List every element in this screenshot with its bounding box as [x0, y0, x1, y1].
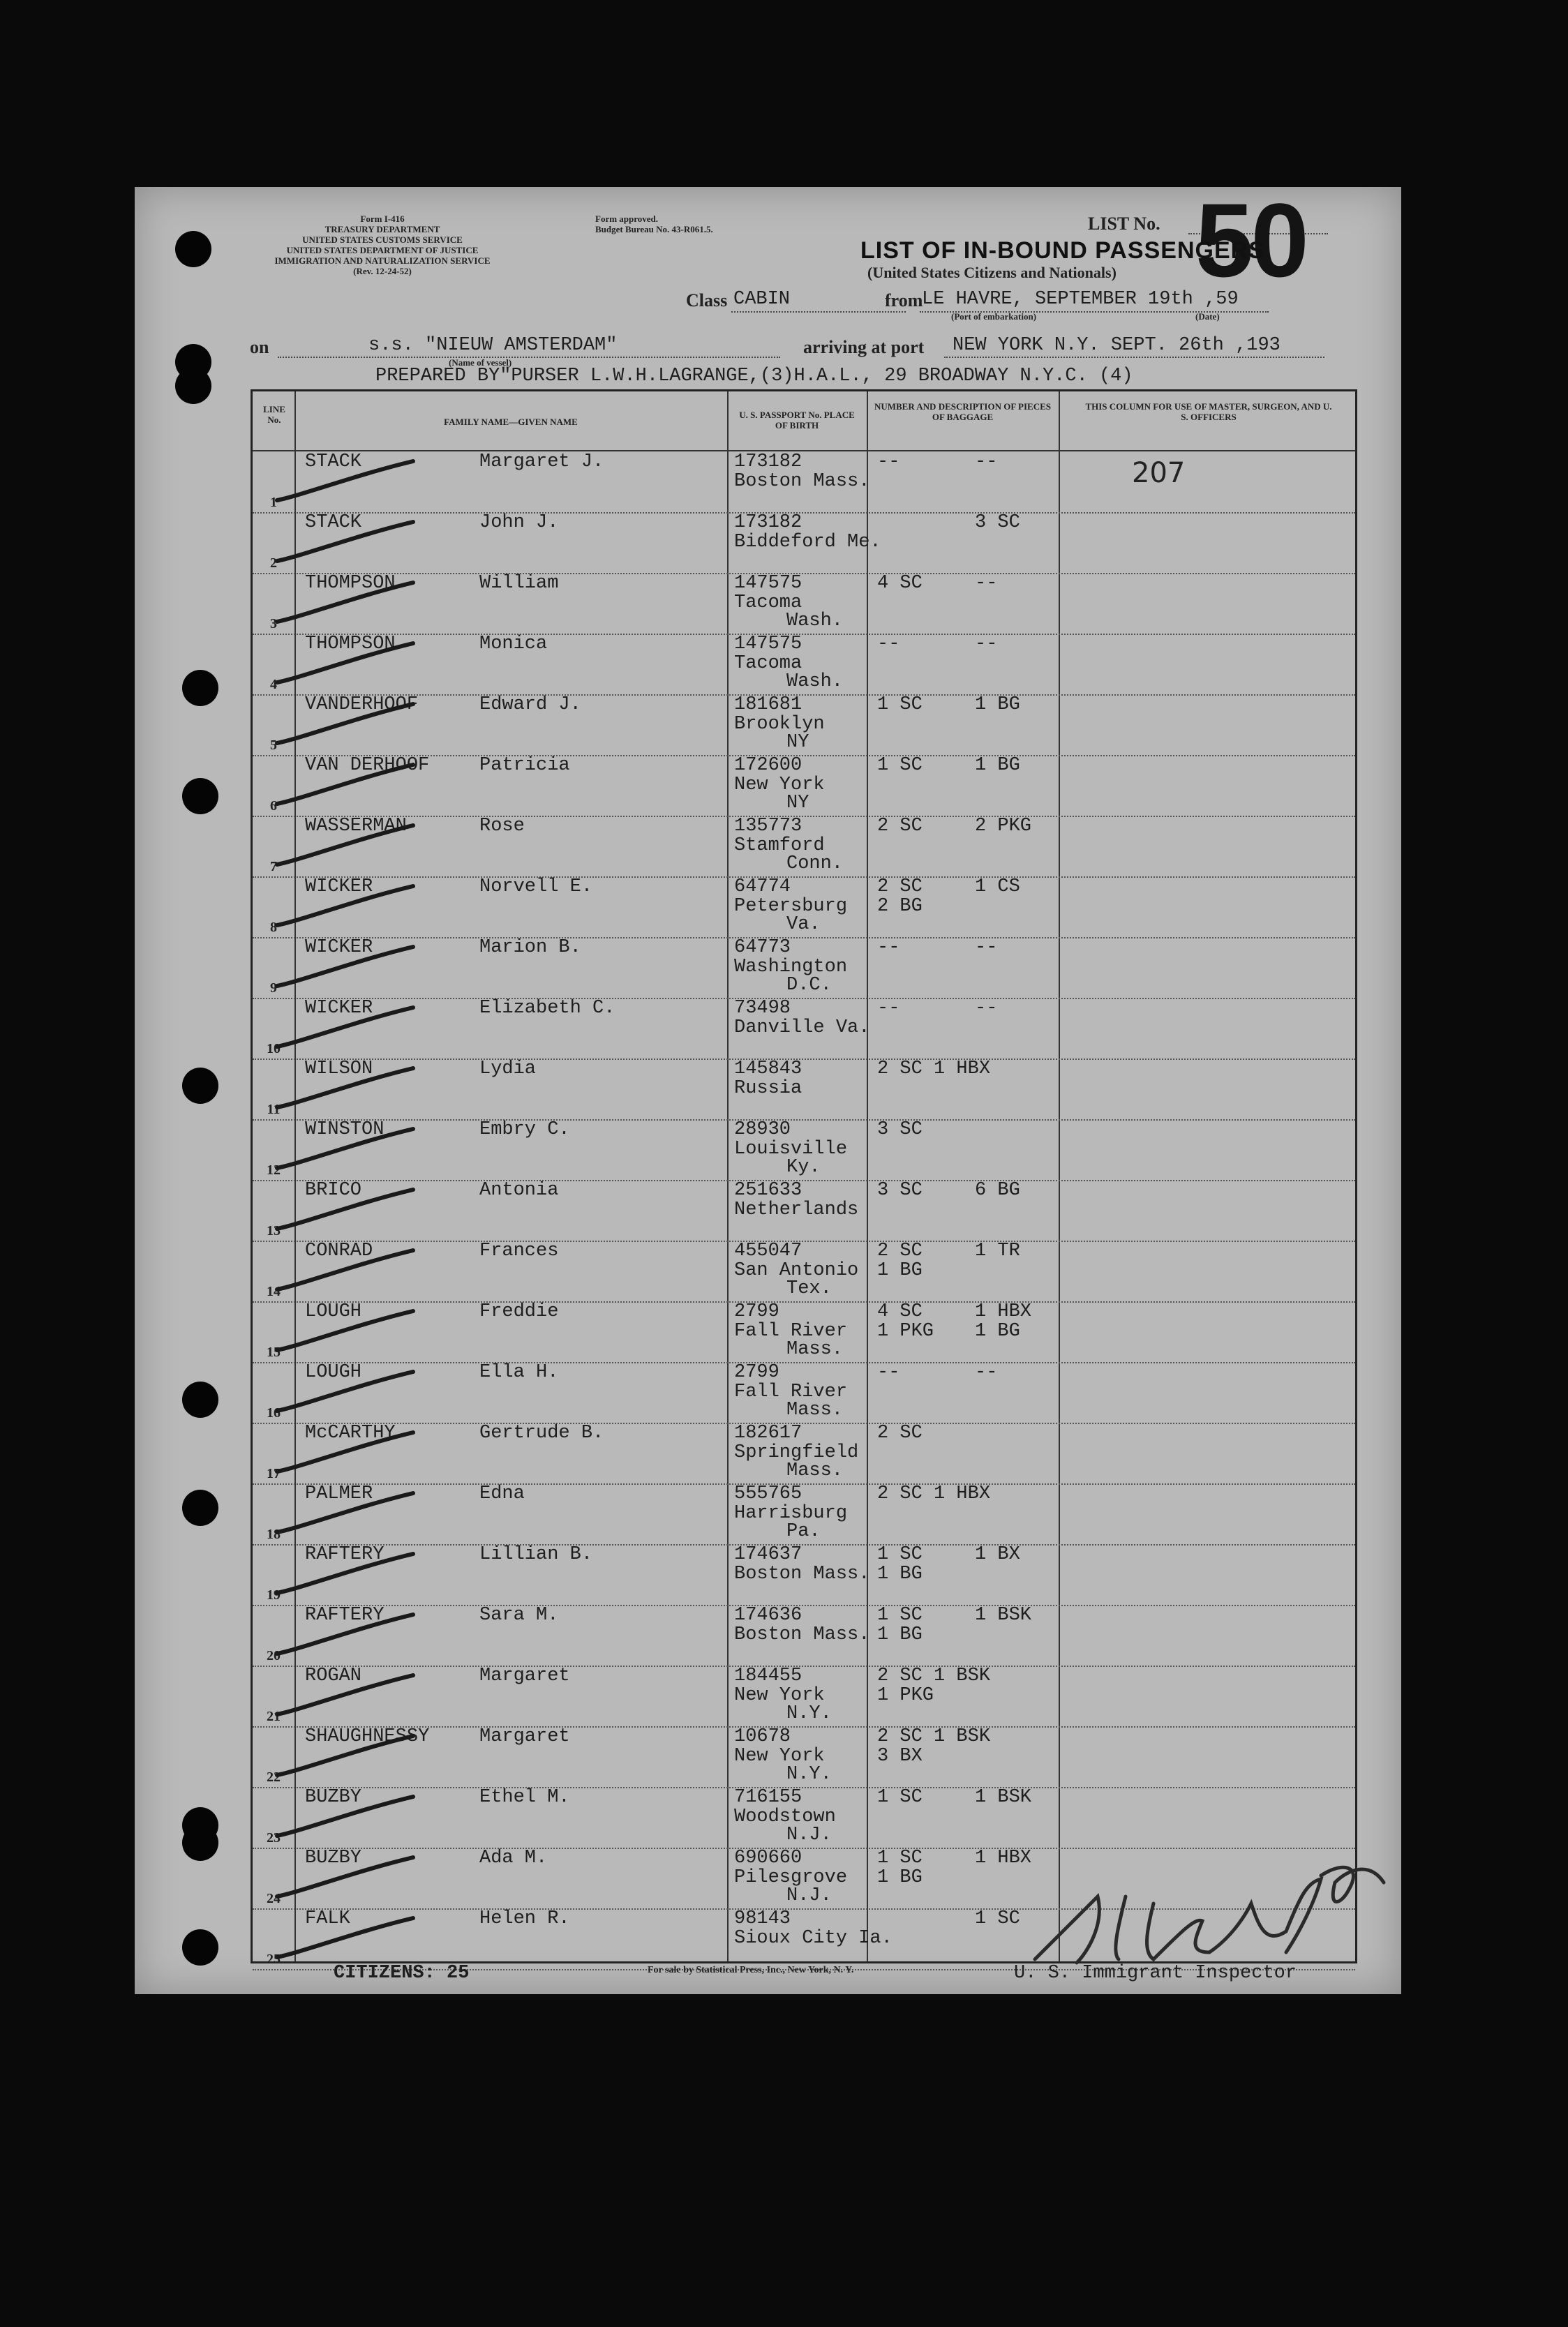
line-number: 10 — [267, 1041, 281, 1056]
baggage-count: 2 SC 1 HBX — [877, 1058, 991, 1079]
given-name: Lydia — [479, 1058, 537, 1079]
passport-number: 181681 — [734, 694, 802, 715]
baggage-desc: 1 HBX — [975, 1848, 1032, 1869]
arriving-value: NEW YORK N.Y. SEPT. 26th ,193 — [953, 335, 1280, 356]
line-number: 12 — [267, 1162, 281, 1178]
baggage-desc: 1 HBX — [975, 1301, 1032, 1322]
line-number: 11 — [267, 1102, 281, 1117]
family-name: VANDERHOOF — [305, 694, 419, 715]
table-row — [253, 1301, 1355, 1363]
place-of-birth: Biddeford Me. — [734, 532, 881, 553]
passport-number: 64773 — [734, 937, 791, 958]
place-of-birth: Springfield — [734, 1442, 859, 1463]
place-of-birth-state: Wash. — [786, 671, 844, 692]
given-name: Sara M. — [479, 1605, 559, 1626]
family-name: WASSERMAN — [305, 816, 407, 837]
passport-number: 10678 — [734, 1726, 791, 1747]
place-of-birth-state: D.C. — [786, 975, 832, 996]
family-name: WILSON — [305, 1058, 373, 1079]
table-row — [253, 937, 1355, 999]
check-mark-icon — [274, 1307, 420, 1356]
check-mark-icon — [274, 1914, 420, 1963]
check-mark-icon — [274, 821, 420, 870]
binder-hole — [182, 1825, 218, 1861]
place-of-birth: Boston Mass. — [734, 471, 870, 492]
check-mark-icon — [274, 1550, 420, 1599]
place-of-birth: Pilesgrove — [734, 1867, 848, 1888]
passport-number: 174637 — [734, 1544, 802, 1565]
baggage-count: 2 SC — [877, 876, 923, 897]
place-of-birth-state: N.Y. — [786, 1703, 832, 1724]
vessel-line — [278, 357, 780, 358]
passport-number: 173182 — [734, 451, 802, 472]
passport-number: 182617 — [734, 1423, 802, 1444]
line-number: 2 — [270, 555, 277, 571]
place-of-birth-state: Wash. — [786, 611, 844, 631]
line-number: 20 — [267, 1648, 281, 1663]
place-of-birth: Boston Mass. — [734, 1564, 870, 1585]
table-row — [253, 573, 1355, 635]
check-mark-icon — [274, 1003, 420, 1052]
given-name: Antonia — [479, 1180, 559, 1201]
given-name: Freddie — [479, 1301, 559, 1322]
binder-hole — [182, 670, 218, 706]
place-of-birth: Petersburg — [734, 896, 848, 917]
baggage-count: 3 SC — [877, 1180, 923, 1201]
passport-number: 174636 — [734, 1605, 802, 1626]
given-name: Edna — [479, 1483, 525, 1504]
place-of-birth-state: N.J. — [786, 1825, 832, 1846]
place-of-birth: Stamford — [734, 835, 825, 856]
check-mark-icon — [274, 1671, 420, 1720]
form-title: LIST OF IN-BOUND PASSENGERS — [860, 237, 1265, 264]
baggage-desc: 6 BG — [975, 1180, 1020, 1201]
check-mark-icon — [274, 761, 420, 809]
passport-number: 147575 — [734, 634, 802, 654]
vessel-name: s.s. "NIEUW AMSTERDAM" — [368, 335, 618, 356]
family-name: BRICO — [305, 1180, 362, 1201]
binder-hole — [182, 1490, 218, 1526]
baggage-count-2: 2 BG — [877, 896, 923, 917]
table-row — [253, 634, 1355, 696]
table-row — [253, 755, 1355, 817]
place-of-birth-state: Tex. — [786, 1278, 832, 1299]
col-header-line: LINE No. — [263, 404, 285, 425]
prepared-by: PREPARED BY"PURSER L.W.H.LAGRANGE,(3)H.A.L., 29 BROADWAY N.Y.C. (4) — [375, 366, 1133, 387]
inspector-label: U. S. Immigrant Inspector — [1014, 1963, 1297, 1984]
passenger-table — [251, 389, 1357, 1967]
col-header-passport: U. S. PASSPORT No. PLACE OF BIRTH — [739, 410, 855, 431]
binder-hole — [175, 231, 211, 267]
arriving-label: arriving at port — [803, 337, 925, 357]
passport-number: 690660 — [734, 1848, 802, 1869]
check-mark-icon — [274, 1185, 420, 1234]
baggage-count: -- — [877, 634, 900, 654]
baggage-count: 3 SC — [877, 1119, 923, 1140]
baggage-count-2: 1 BG — [877, 1624, 923, 1645]
given-name: Norvell E. — [479, 876, 593, 897]
list-no-label: LIST No. — [1088, 214, 1160, 234]
line-number: 15 — [267, 1345, 281, 1360]
baggage-desc-2: 1 BG — [975, 1321, 1020, 1342]
passport-number: 455047 — [734, 1241, 802, 1262]
from-label: from — [885, 290, 923, 310]
place-of-birth: Russia — [734, 1078, 802, 1099]
check-mark-icon — [274, 1246, 420, 1295]
line-number: 18 — [267, 1527, 281, 1542]
dept-customs: UNITED STATES CUSTOMS SERVICE — [302, 234, 463, 245]
passport-number: 173182 — [734, 512, 802, 533]
passport-number: 28930 — [734, 1119, 791, 1140]
form-approved: Form approved. — [595, 214, 659, 224]
baggage-desc: 1 BX — [975, 1544, 1020, 1565]
table-row — [253, 1605, 1355, 1667]
place-of-birth: Woodstown — [734, 1806, 836, 1827]
table-row — [253, 876, 1355, 938]
passport-number: 172600 — [734, 755, 802, 776]
baggage-count: 2 SC — [877, 816, 923, 837]
line-number: 7 — [270, 859, 277, 874]
given-name: Patricia — [479, 755, 570, 776]
place-of-birth: Tacoma — [734, 592, 802, 613]
binder-hole — [182, 778, 218, 814]
table-row — [253, 1362, 1355, 1424]
baggage-count: 2 SC 1 HBX — [877, 1483, 991, 1504]
baggage-count-2: 1 PKG — [877, 1685, 934, 1706]
printer-note: For sale by Statistical Press, Inc., New York, N. Y. — [648, 1965, 854, 1975]
place-of-birth-state: N.J. — [786, 1885, 832, 1906]
check-mark-icon — [274, 1732, 420, 1781]
line-number: 22 — [267, 1769, 281, 1785]
form-approval — [595, 214, 713, 234]
baggage-count: 1 SC — [877, 1544, 923, 1565]
line-number: 25 — [267, 1952, 281, 1967]
place-of-birth-state: Mass. — [786, 1339, 844, 1360]
passport-number: 98143 — [734, 1908, 791, 1929]
baggage-desc: 1 BG — [975, 755, 1020, 776]
place-of-birth: Harrisburg — [734, 1503, 848, 1524]
passport-number: 251633 — [734, 1180, 802, 1201]
check-mark-icon — [274, 1428, 420, 1477]
check-mark-icon — [274, 1489, 420, 1538]
family-name: LOUGH — [305, 1362, 362, 1383]
family-name: STACK — [305, 512, 362, 533]
passport-number: 147575 — [734, 573, 802, 594]
table-row — [253, 1241, 1355, 1303]
line-number: 21 — [267, 1709, 281, 1724]
family-name: FALK — [305, 1908, 350, 1929]
check-mark-icon — [274, 578, 420, 627]
family-name: PALMER — [305, 1483, 373, 1504]
check-mark-icon — [274, 1793, 420, 1841]
vessel-caption: (Name of vessel) — [449, 357, 512, 368]
baggage-desc: 2 PKG — [975, 816, 1032, 837]
passport-number: 184455 — [734, 1666, 802, 1686]
given-name: Lillian B. — [479, 1544, 593, 1565]
place-of-birth: Brooklyn — [734, 714, 825, 735]
line-number: 16 — [267, 1405, 281, 1421]
given-name: Margaret J. — [479, 451, 604, 472]
baggage-count: 4 SC — [877, 1301, 923, 1322]
passport-number: 64774 — [734, 876, 791, 897]
family-name: THOMPSON — [305, 573, 396, 594]
place-of-birth: San Antonio — [734, 1260, 859, 1281]
baggage-desc: -- — [975, 451, 998, 472]
from-value: LE HAVRE, SEPTEMBER 19th ,59 — [922, 289, 1239, 310]
line-number: 17 — [267, 1466, 281, 1481]
family-name: BUZBY — [305, 1787, 362, 1808]
given-name: Helen R. — [479, 1908, 570, 1929]
baggage-count: 2 SC 1 BSK — [877, 1666, 991, 1686]
table-row — [253, 451, 1355, 514]
baggage-desc: 1 BG — [975, 694, 1020, 715]
given-name: Gertrude B. — [479, 1423, 604, 1444]
line-number: 9 — [270, 980, 277, 996]
date-caption: (Date) — [1195, 311, 1220, 322]
baggage-desc: 1 BSK — [975, 1605, 1032, 1626]
check-mark-icon — [274, 700, 420, 749]
table-row — [253, 1483, 1355, 1546]
family-name: VAN DERHOOF — [305, 755, 430, 776]
dept-ins: IMMIGRATION AND NATURALIZATION SERVICE — [274, 255, 491, 266]
table-row — [253, 694, 1355, 756]
line-number: 14 — [267, 1284, 281, 1299]
list-number: 50 — [1195, 181, 1306, 299]
baggage-desc: 1 CS — [975, 876, 1020, 897]
given-name: Frances — [479, 1241, 559, 1262]
binder-hole — [175, 368, 211, 404]
port-embarkation-caption: (Port of embarkation) — [951, 311, 1037, 322]
form-header-left — [239, 214, 525, 276]
family-name: RAFTERY — [305, 1605, 384, 1626]
baggage-desc: -- — [975, 634, 998, 654]
place-of-birth: Netherlands — [734, 1199, 859, 1220]
col-header-name: FAMILY NAME—GIVEN NAME — [444, 417, 578, 427]
baggage-count: 2 SC — [877, 1241, 923, 1262]
baggage-count-2: 1 BG — [877, 1564, 923, 1585]
binder-hole — [182, 1382, 218, 1418]
passport-number: 2799 — [734, 1301, 779, 1322]
table-row — [253, 1119, 1355, 1181]
place-of-birth-state: NY — [786, 793, 809, 814]
baggage-count: 4 SC — [877, 573, 923, 594]
table-row — [253, 1666, 1355, 1728]
baggage-count: -- — [877, 937, 900, 958]
place-of-birth-state: NY — [786, 732, 809, 753]
baggage-desc: 3 SC — [975, 512, 1020, 533]
place-of-birth: New York — [734, 1685, 825, 1706]
budget-bureau: Budget Bureau No. 43-R061.5. — [595, 224, 713, 234]
col-header-officers: THIS COLUMN FOR USE OF MASTER, SURGEON, AND U. S. OFFICERS — [1085, 401, 1332, 422]
baggage-count: 1 SC — [877, 694, 923, 715]
passport-number: 2799 — [734, 1362, 779, 1383]
given-name: Ada M. — [479, 1848, 548, 1869]
line-number: 3 — [270, 616, 277, 631]
class-value: CABIN — [733, 289, 791, 310]
line-number: 19 — [267, 1587, 281, 1603]
table-row — [253, 1787, 1355, 1849]
baggage-desc: 1 TR — [975, 1241, 1020, 1262]
place-of-birth: Tacoma — [734, 653, 802, 674]
family-name: WICKER — [305, 937, 373, 958]
check-mark-icon — [274, 943, 420, 992]
baggage-desc: 1 SC — [975, 1908, 1020, 1929]
passport-number: 145843 — [734, 1058, 802, 1079]
family-name: WICKER — [305, 998, 373, 1019]
check-mark-icon — [274, 1610, 420, 1659]
baggage-desc: 1 BSK — [975, 1787, 1032, 1808]
check-mark-icon — [274, 457, 420, 506]
baggage-count: -- — [877, 1362, 900, 1383]
given-name: Monica — [479, 634, 548, 654]
baggage-count: 1 SC — [877, 1848, 923, 1869]
baggage-desc: -- — [975, 1362, 998, 1383]
given-name: Elizabeth C. — [479, 998, 615, 1019]
place-of-birth: Louisville — [734, 1139, 848, 1160]
family-name: RAFTERY — [305, 1544, 384, 1565]
baggage-desc: -- — [975, 573, 998, 594]
line-number: 5 — [270, 738, 277, 753]
baggage-count-2: 3 BX — [877, 1746, 923, 1767]
place-of-birth: Sioux City Ia. — [734, 1928, 893, 1949]
line-number: 8 — [270, 920, 277, 935]
given-name: Ella H. — [479, 1362, 559, 1383]
given-name: Ethel M. — [479, 1787, 570, 1808]
check-mark-icon — [274, 1125, 420, 1174]
family-name: BUZBY — [305, 1848, 362, 1869]
table-row — [253, 1423, 1355, 1485]
place-of-birth-state: N.Y. — [786, 1764, 832, 1785]
citizens-total: CITIZENS: 25 — [334, 1963, 470, 1984]
given-name: Margaret — [479, 1666, 570, 1686]
binder-hole — [182, 1929, 218, 1966]
family-name: THOMPSON — [305, 634, 396, 654]
place-of-birth-state: Va. — [786, 914, 821, 935]
baggage-count-2: 1 BG — [877, 1260, 923, 1281]
table-row — [253, 1058, 1355, 1121]
baggage-count: 1 SC — [877, 755, 923, 776]
given-name: Embry C. — [479, 1119, 570, 1140]
arriving-line — [944, 357, 1324, 358]
place-of-birth: Washington — [734, 957, 848, 978]
inspector-signature — [1021, 1855, 1412, 1973]
table-row — [253, 1544, 1355, 1606]
baggage-count: 1 SC — [877, 1605, 923, 1626]
given-name: Rose — [479, 816, 525, 837]
place-of-birth: New York — [734, 775, 825, 795]
baggage-count: -- — [877, 998, 900, 1019]
baggage-count-2: 1 BG — [877, 1867, 923, 1888]
class-label: Class — [686, 290, 728, 310]
baggage-count: 2 SC — [877, 1423, 923, 1444]
baggage-count: -- — [877, 451, 900, 472]
place-of-birth: Fall River — [734, 1321, 848, 1342]
check-mark-icon — [274, 1064, 420, 1113]
dept-justice: UNITED STATES DEPARTMENT OF JUSTICE — [286, 245, 479, 255]
line-number: 6 — [270, 798, 277, 814]
baggage-count: 1 SC — [877, 1787, 923, 1808]
table-row — [253, 1726, 1355, 1788]
check-mark-icon — [274, 639, 420, 688]
family-name: ROGAN — [305, 1666, 362, 1686]
family-name: SHAUGHNESSY — [305, 1726, 430, 1747]
col-header-baggage: NUMBER AND DESCRIPTION OF PIECES OF BAGGAGE — [874, 401, 1052, 422]
line-number: 4 — [270, 677, 277, 692]
form-revision: (Rev. 12-24-52) — [353, 266, 412, 276]
form-subtitle: (United States Citizens and Nationals) — [867, 264, 1117, 281]
check-mark-icon — [274, 518, 420, 567]
check-mark-icon — [274, 1368, 420, 1416]
passport-number: 716155 — [734, 1787, 802, 1808]
place-of-birth: Boston Mass. — [734, 1624, 870, 1645]
binder-hole — [182, 1068, 218, 1104]
family-name: McCARTHY — [305, 1423, 396, 1444]
baggage-desc: -- — [975, 937, 998, 958]
given-name: Margaret — [479, 1726, 570, 1747]
baggage-count: 2 SC 1 BSK — [877, 1726, 991, 1747]
line-number: 23 — [267, 1830, 281, 1846]
given-name: Marion B. — [479, 937, 581, 958]
passport-number: 73498 — [734, 998, 791, 1019]
baggage-count-2: 1 PKG — [877, 1321, 934, 1342]
table-row — [253, 512, 1355, 574]
manifest-sheet — [135, 181, 1401, 1994]
place-of-birth-state: Mass. — [786, 1400, 844, 1421]
family-name: CONRAD — [305, 1241, 373, 1262]
check-mark-icon — [274, 882, 420, 931]
passport-number: 555765 — [734, 1483, 802, 1504]
place-of-birth: New York — [734, 1746, 825, 1767]
place-of-birth-state: Mass. — [786, 1460, 844, 1481]
place-of-birth-state: Ky. — [786, 1157, 821, 1178]
place-of-birth-state: Conn. — [786, 853, 844, 874]
place-of-birth: Danville Va. — [734, 1017, 870, 1038]
place-of-birth: Fall River — [734, 1382, 848, 1402]
line-number: 1 — [270, 495, 277, 510]
check-mark-icon — [274, 1853, 420, 1902]
line-number: 24 — [267, 1891, 281, 1906]
table-row — [253, 816, 1355, 878]
class-line — [731, 311, 906, 313]
line-number: 13 — [267, 1223, 281, 1239]
family-name: WINSTON — [305, 1119, 384, 1140]
given-name: Edward J. — [479, 694, 581, 715]
family-name: STACK — [305, 451, 362, 472]
family-name: WICKER — [305, 876, 373, 897]
passport-number: 135773 — [734, 816, 802, 837]
dept-treasury: TREASURY DEPARTMENT — [324, 224, 440, 234]
family-name: LOUGH — [305, 1301, 362, 1322]
table-row — [253, 1180, 1355, 1242]
on-label: on — [250, 337, 269, 357]
baggage-desc: -- — [975, 998, 998, 1019]
given-name: John J. — [479, 512, 559, 533]
form-id: Form I-416 — [360, 214, 405, 224]
given-name: William — [479, 573, 559, 594]
officer-note: 207 — [1132, 457, 1186, 489]
place-of-birth-state: Pa. — [786, 1521, 821, 1542]
table-row — [253, 998, 1355, 1060]
